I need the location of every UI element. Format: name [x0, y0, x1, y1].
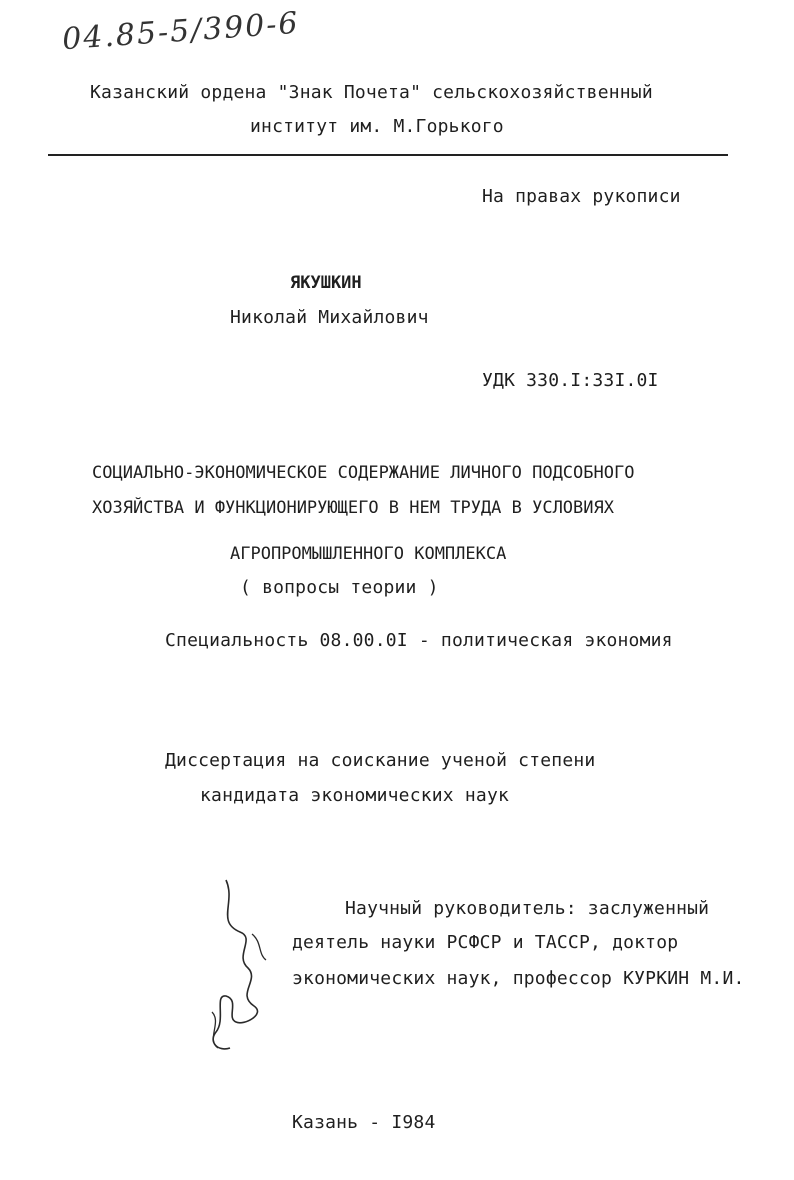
author-given-names: Николай Михайлович [230, 307, 429, 328]
signature [196, 872, 286, 1062]
title-line-2: ХОЗЯЙСТВА И ФУНКЦИОНИРУЮЩЕГО В НЕМ ТРУДА В УСЛОВИЯХ [92, 498, 614, 518]
archive-mark: 04.85-5/390-6 [61, 5, 301, 58]
udk-code: УДК 330.I:33I.0I [482, 370, 659, 391]
title-subtitle: ( вопросы теории ) [240, 577, 439, 598]
dissertation-line-1: Диссертация на соискание ученой степени [165, 750, 596, 771]
header-divider [48, 154, 728, 156]
author-surname: ЯКУШКИН [290, 273, 362, 293]
place-year: Казань - I984 [292, 1112, 436, 1133]
institution-line-2: институт им. М.Горького [250, 116, 504, 137]
specialty: Специальность 08.00.0I - политическая экономия [165, 630, 673, 651]
rights-notice: На правах рукописи [482, 186, 681, 207]
institution-line-1: Казанский ордена "Знак Почета" сельскохозяйственный [90, 82, 653, 103]
supervisor-line-3: экономических наук, профессор КУРКИН М.И. [292, 968, 745, 989]
title-line-1: СОЦИАЛЬНО-ЭКОНОМИЧЕСКОЕ СОДЕРЖАНИЕ ЛИЧНОГО ПОДСОБНОГО [92, 463, 635, 483]
dissertation-line-2: кандидата экономических наук [200, 785, 510, 806]
supervisor-line-1: Научный руководитель: заслуженный [345, 898, 710, 919]
title-line-3: АГРОПРОМЫШЛЕННОГО КОМПЛЕКСА [230, 544, 507, 564]
supervisor-line-2: деятель науки РСФСР и ТАССР, доктор [292, 932, 679, 953]
